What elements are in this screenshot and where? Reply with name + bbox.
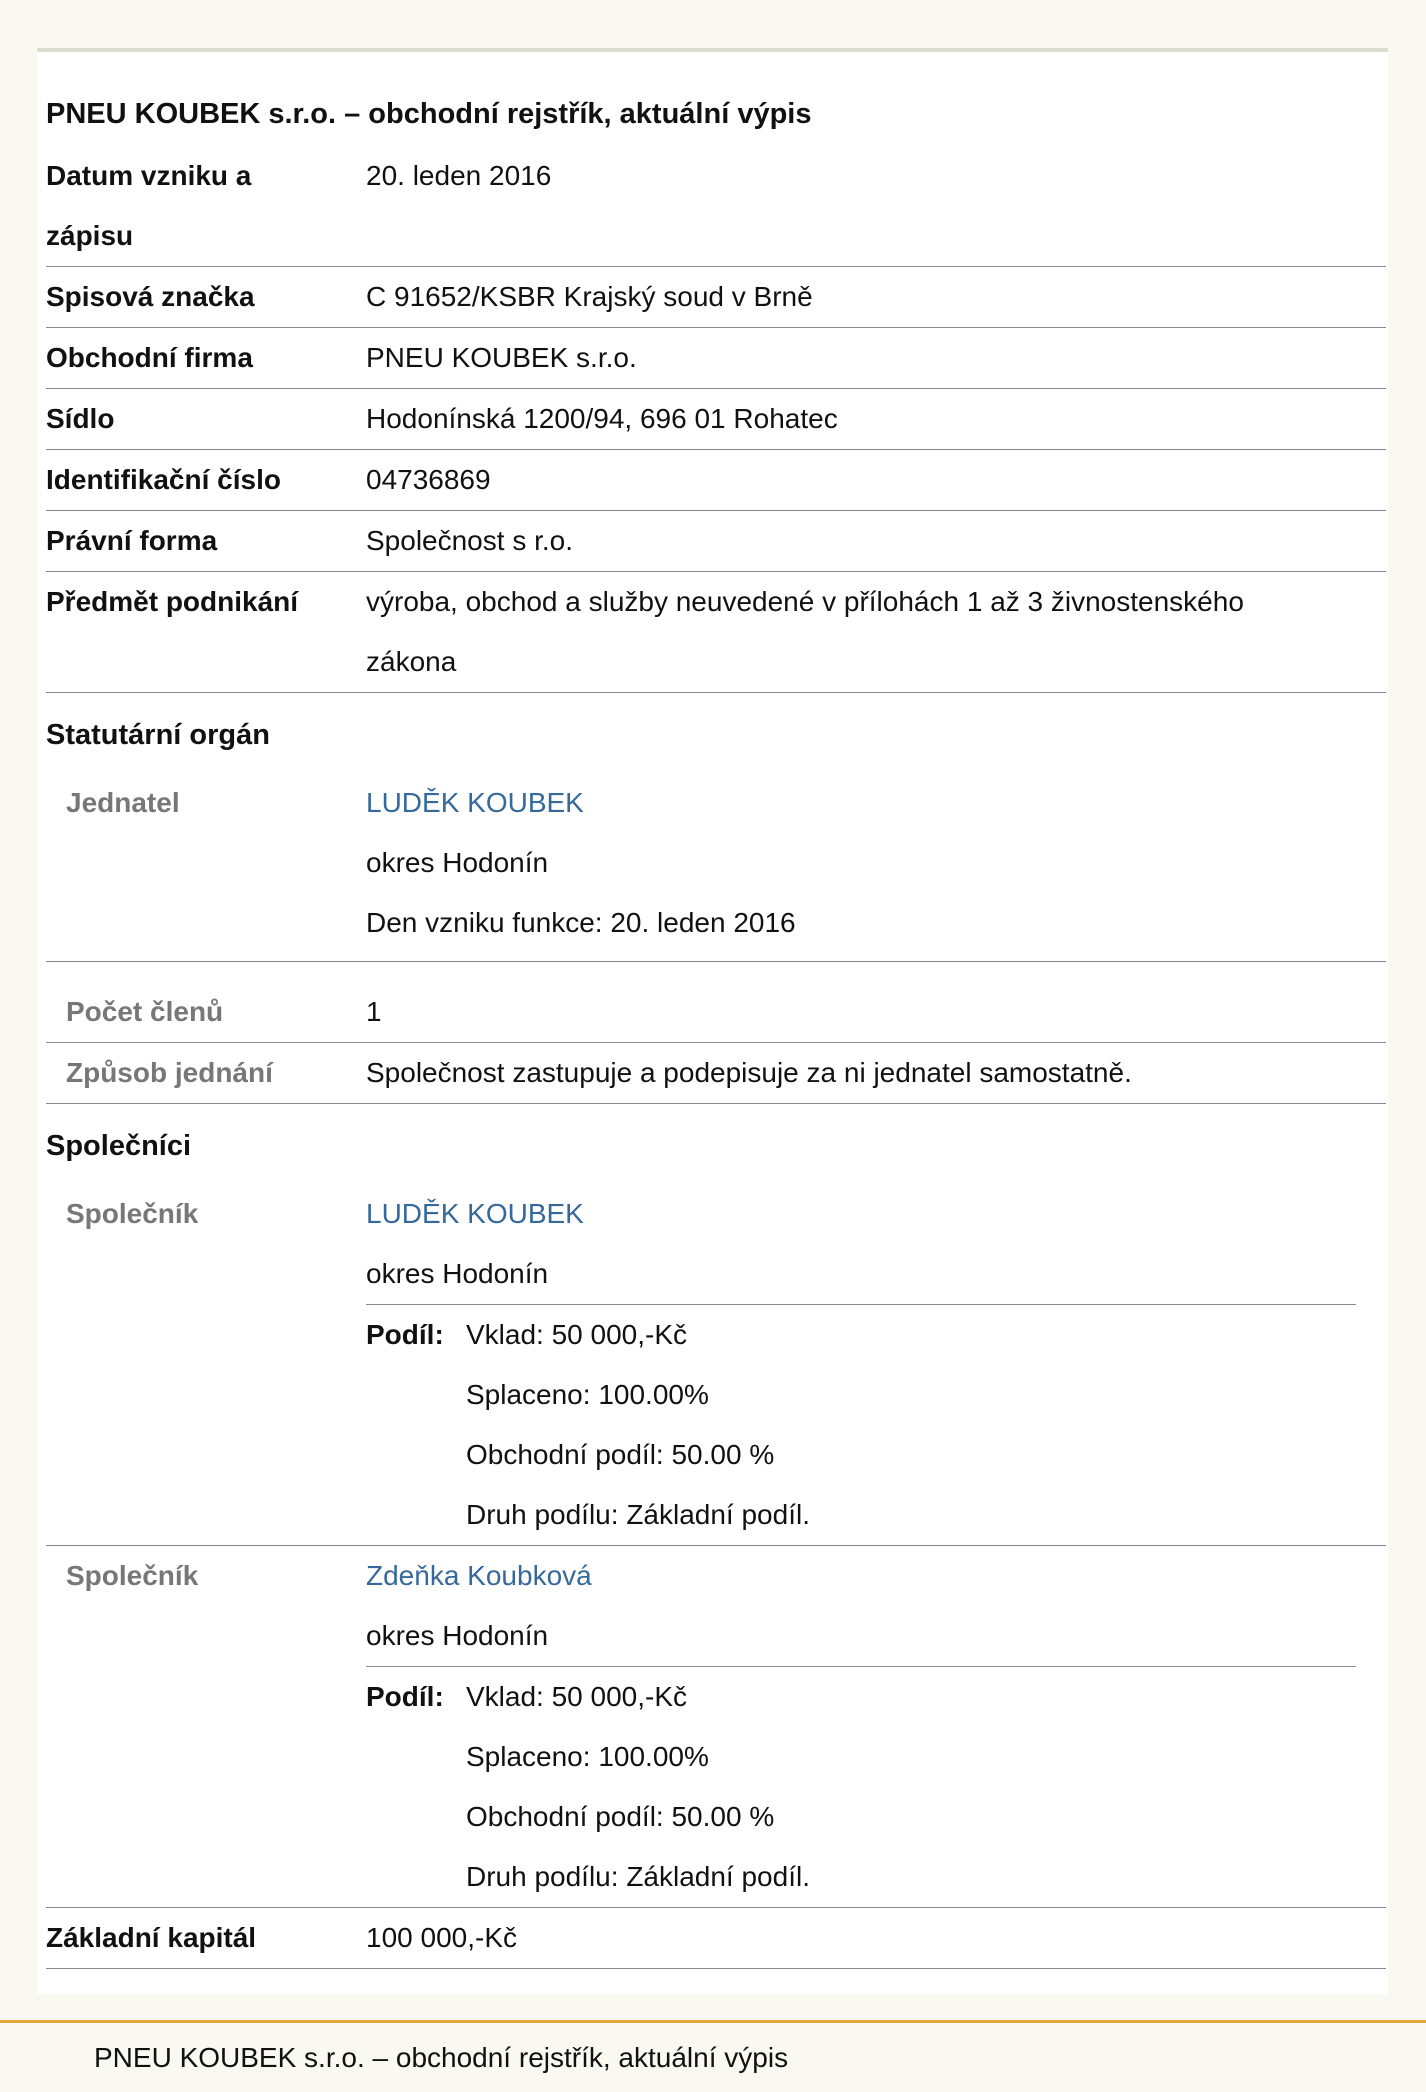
podil-values: [466, 1305, 810, 1545]
row-identifikacni-cislo: [46, 450, 1386, 511]
podil-values: [466, 1667, 810, 1907]
row-label: Společník: [66, 1198, 199, 1229]
row-pravni-forma: [46, 511, 1386, 572]
person-link-spolecnik-2[interactable]: Zdeňka Koubková: [366, 1560, 592, 1591]
register-card: [37, 48, 1388, 1994]
podil-splaceno: Splaceno: 100.00%: [466, 1379, 709, 1410]
row-label: Jednatel: [66, 787, 180, 818]
row-sidlo: [46, 389, 1386, 450]
row-spolecnik-2: [46, 1546, 1386, 1908]
row-value: 100 000,-Kč: [366, 1922, 517, 1953]
spolecnik-name-line: [366, 1184, 1386, 1244]
register-content: [46, 82, 1386, 1969]
podil-label: Podíl:: [366, 1681, 444, 1712]
row-zpusob-jednani: [46, 1043, 1386, 1104]
row-value: [366, 1546, 1386, 1907]
row-value: Společnost s r.o.: [366, 525, 574, 556]
podil-obchodni: Obchodní podíl: 50.00 %: [466, 1439, 775, 1470]
row-label: [46, 146, 366, 266]
footer-title: PNEU KOUBEK s.r.o. – obchodní rejstřík, aktuální výpis: [94, 2042, 789, 2073]
row-label: Předmět podnikání: [46, 586, 299, 617]
jednatel-okres: okres Hodonín: [366, 847, 549, 878]
podil-block: [366, 1666, 1356, 1907]
row-value: Společnost zastupuje a podepisuje za ni jednatel samostatně.: [366, 1057, 1132, 1088]
row-datum-vzniku: [46, 146, 1386, 267]
footer-divider: [0, 2020, 1426, 2023]
row-predmet-podnikani: [46, 572, 1386, 693]
row-label: Obchodní firma: [46, 342, 253, 373]
podil-druh: Druh podílu: Základní podíl.: [466, 1861, 810, 1892]
jednatel-name-line: [366, 773, 1386, 833]
predmet-line-2: zákona: [366, 646, 457, 677]
spolecnik-okres: okres Hodonín: [366, 1620, 549, 1651]
row-label: Způsob jednání: [66, 1057, 273, 1088]
row-label: Počet členů: [66, 996, 224, 1027]
podil-vklad: Vklad: 50 000,-Kč: [466, 1319, 688, 1350]
row-label: Spisová značka: [46, 281, 255, 312]
jednatel-vznik: Den vzniku funkce: 20. leden 2016: [366, 907, 796, 938]
row-value: Hodonínská 1200/94, 696 01 Rohatec: [366, 403, 838, 434]
podil-druh: Druh podílu: Základní podíl.: [466, 1499, 810, 1530]
row-label: Sídlo: [46, 403, 115, 434]
person-link-jednatel[interactable]: LUDĚK KOUBEK: [366, 787, 584, 818]
predmet-line-1: výroba, obchod a služby neuvedené v přílohách 1 až 3 živnostenského: [366, 586, 1244, 617]
spolecnik-name-line: [366, 1546, 1386, 1606]
row-value: 20. leden 2016: [366, 160, 552, 191]
podil-label: Podíl:: [366, 1319, 444, 1350]
row-value: [366, 773, 1386, 953]
row-value: C 91652/KSBR Krajský soud v Brně: [366, 281, 813, 312]
row-zakladni-kapital: [46, 1908, 1386, 1969]
row-label: Základní kapitál: [46, 1922, 257, 1953]
row-label: Identifikační číslo: [46, 464, 281, 495]
row-value: 04736869: [366, 464, 491, 495]
podil-block: [366, 1304, 1356, 1545]
section-title-statutarni: Statutární orgán: [46, 719, 270, 751]
datum-label-line-1: Datum vzniku a: [46, 160, 252, 191]
row-value: 1: [366, 996, 382, 1027]
spolecnik-okres: okres Hodonín: [366, 1258, 549, 1289]
podil-obchodni: Obchodní podíl: 50.00 %: [466, 1801, 775, 1832]
person-link-spolecnik-1[interactable]: LUDĚK KOUBEK: [366, 1198, 584, 1229]
row-pocet-clenu: [46, 962, 1386, 1043]
podil-vklad: Vklad: 50 000,-Kč: [466, 1681, 688, 1712]
page-title: PNEU KOUBEK s.r.o. – obchodní rejstřík, aktuální výpis: [46, 98, 812, 130]
row-jednatel: [46, 777, 1386, 962]
row-spisova-znacka: [46, 267, 1386, 328]
row-value: [366, 1184, 1386, 1545]
podil-splaceno: Splaceno: 100.00%: [466, 1741, 709, 1772]
section-title-spolecnici: Společníci: [46, 1130, 192, 1162]
row-label: Právní forma: [46, 525, 218, 556]
row-obchodni-firma: [46, 328, 1386, 389]
row-spolecnik-1: [46, 1184, 1386, 1546]
row-value: [366, 572, 1386, 692]
row-value: PNEU KOUBEK s.r.o.: [366, 342, 637, 373]
row-label: Společník: [66, 1560, 199, 1591]
datum-label-line-2: zápisu: [46, 220, 134, 251]
